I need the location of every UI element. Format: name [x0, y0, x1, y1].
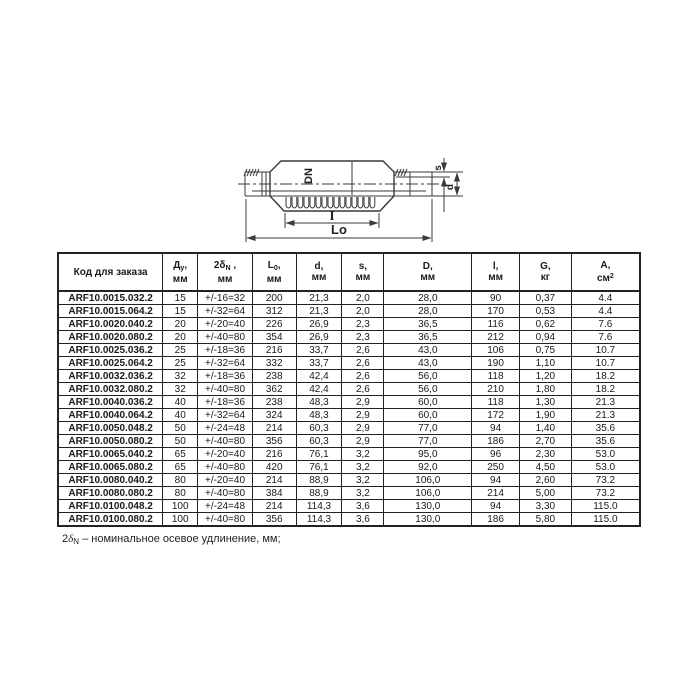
- value-cell: 170: [472, 305, 520, 318]
- column-header: $Д_у$, мм: [163, 253, 198, 291]
- value-cell: 32: [163, 383, 198, 396]
- value-cell: 94: [472, 500, 520, 513]
- value-cell: 21,3: [296, 291, 342, 305]
- value-cell: 42,4: [296, 370, 342, 383]
- value-cell: 250: [472, 461, 520, 474]
- order-code-cell: ARF10.0100.080.2: [58, 513, 163, 527]
- value-cell: 0,94: [519, 331, 571, 344]
- value-cell: 100: [163, 513, 198, 527]
- value-cell: 4.4: [571, 291, 640, 305]
- value-cell: 106: [472, 344, 520, 357]
- order-code-cell: ARF10.0015.064.2: [58, 305, 163, 318]
- value-cell: 2,3: [342, 331, 384, 344]
- column-header: D, мм: [384, 253, 472, 291]
- value-cell: 114,3: [296, 500, 342, 513]
- value-cell: 88,9: [296, 474, 342, 487]
- value-cell: +/-32=64: [198, 409, 253, 422]
- table-row: [58, 435, 640, 448]
- order-code-cell: ARF10.0020.040.2: [58, 318, 163, 331]
- value-cell: 2,0: [342, 291, 384, 305]
- footnote-symbol: 2: [62, 533, 69, 545]
- value-cell: 95,0: [384, 448, 472, 461]
- spec-table: [57, 252, 641, 527]
- value-cell: 56,0: [384, 370, 472, 383]
- column-header: d, мм: [296, 253, 342, 291]
- value-cell: 106,0: [384, 474, 472, 487]
- dimension-I-label: I: [329, 208, 335, 223]
- value-cell: 212: [472, 331, 520, 344]
- table-row: [58, 422, 640, 435]
- value-cell: 190: [472, 357, 520, 370]
- table-body: [58, 291, 640, 526]
- value-cell: 92,0: [384, 461, 472, 474]
- value-cell: 73.2: [571, 487, 640, 500]
- value-cell: 116: [472, 318, 520, 331]
- dn-label: DN: [303, 168, 315, 184]
- table-row: [58, 370, 640, 383]
- value-cell: 60,0: [384, 409, 472, 422]
- value-cell: 4,50: [519, 461, 571, 474]
- value-cell: 50: [163, 422, 198, 435]
- value-cell: 0,62: [519, 318, 571, 331]
- order-code-cell: ARF10.0015.032.2: [58, 291, 163, 305]
- value-cell: 77,0: [384, 435, 472, 448]
- value-cell: 25: [163, 344, 198, 357]
- value-cell: 5,00: [519, 487, 571, 500]
- value-cell: 96: [472, 448, 520, 461]
- order-code-cell: ARF10.0100.048.2: [58, 500, 163, 513]
- dimension-Lo-label: Lo: [331, 222, 347, 237]
- value-cell: 118: [472, 370, 520, 383]
- value-cell: 33,7: [296, 344, 342, 357]
- value-cell: +/-40=80: [198, 461, 253, 474]
- value-cell: 1,40: [519, 422, 571, 435]
- value-cell: 77,0: [384, 422, 472, 435]
- value-cell: 214: [252, 422, 296, 435]
- value-cell: 65: [163, 461, 198, 474]
- order-code-cell: ARF10.0080.040.2: [58, 474, 163, 487]
- value-cell: 50: [163, 435, 198, 448]
- value-cell: 312: [252, 305, 296, 318]
- value-cell: +/-32=64: [198, 305, 253, 318]
- value-cell: 1,10: [519, 357, 571, 370]
- table-row: [58, 318, 640, 331]
- order-code-cell: ARF10.0050.080.2: [58, 435, 163, 448]
- table-row: [58, 448, 640, 461]
- footnote: [62, 533, 281, 546]
- value-cell: +/-24=48: [198, 422, 253, 435]
- value-cell: 21.3: [571, 409, 640, 422]
- value-cell: +/-40=80: [198, 331, 253, 344]
- column-header: Код для заказа: [58, 253, 163, 291]
- order-code-cell: ARF10.0080.080.2: [58, 487, 163, 500]
- value-cell: 94: [472, 474, 520, 487]
- value-cell: +/-24=48: [198, 500, 253, 513]
- value-cell: 88,9: [296, 487, 342, 500]
- value-cell: 216: [252, 344, 296, 357]
- order-code-cell: ARF10.0040.036.2: [58, 396, 163, 409]
- value-cell: +/-18=36: [198, 396, 253, 409]
- order-code-cell: ARF10.0032.036.2: [58, 370, 163, 383]
- value-cell: 94: [472, 422, 520, 435]
- footnote-sub: N: [73, 537, 80, 546]
- dimension-d-label: d: [445, 183, 456, 191]
- order-code-cell: ARF10.0020.080.2: [58, 331, 163, 344]
- value-cell: 1,20: [519, 370, 571, 383]
- value-cell: +/-18=36: [198, 344, 253, 357]
- value-cell: 56,0: [384, 383, 472, 396]
- value-cell: 33,7: [296, 357, 342, 370]
- value-cell: 2,3: [342, 318, 384, 331]
- order-code-cell: ARF10.0025.036.2: [58, 344, 163, 357]
- column-header: $L_0$, мм: [252, 253, 296, 291]
- value-cell: 114,3: [296, 513, 342, 527]
- value-cell: 2,60: [519, 474, 571, 487]
- value-cell: 354: [252, 331, 296, 344]
- value-cell: 43,0: [384, 344, 472, 357]
- value-cell: 1,80: [519, 383, 571, 396]
- value-cell: 0,53: [519, 305, 571, 318]
- value-cell: +/-40=80: [198, 487, 253, 500]
- value-cell: 362: [252, 383, 296, 396]
- value-cell: 172: [472, 409, 520, 422]
- value-cell: 2,9: [342, 409, 384, 422]
- table-row: [58, 291, 640, 305]
- value-cell: +/-40=80: [198, 435, 253, 448]
- table-row: [58, 305, 640, 318]
- bellows-corrugation: [286, 197, 375, 208]
- value-cell: 48,3: [296, 396, 342, 409]
- value-cell: 3,2: [342, 461, 384, 474]
- value-cell: 2,9: [342, 422, 384, 435]
- value-cell: 80: [163, 474, 198, 487]
- value-cell: 130,0: [384, 500, 472, 513]
- value-cell: 53.0: [571, 461, 640, 474]
- value-cell: 4.4: [571, 305, 640, 318]
- value-cell: 2,9: [342, 396, 384, 409]
- value-cell: 26,9: [296, 318, 342, 331]
- order-code-cell: ARF10.0065.080.2: [58, 461, 163, 474]
- pipe-end-left: [244, 169, 270, 196]
- value-cell: 118: [472, 396, 520, 409]
- column-header: A, $см^2$: [571, 253, 640, 291]
- table-row: [58, 513, 640, 527]
- table-row: [58, 500, 640, 513]
- inner-tube-line: [252, 177, 432, 191]
- column-header: G, кг: [519, 253, 571, 291]
- column-header: s, мм: [342, 253, 384, 291]
- value-cell: 226: [252, 318, 296, 331]
- value-cell: +/-40=80: [198, 513, 253, 527]
- value-cell: 324: [252, 409, 296, 422]
- value-cell: 2,6: [342, 370, 384, 383]
- value-cell: 1,30: [519, 396, 571, 409]
- table-row: [58, 331, 640, 344]
- table-row: [58, 487, 640, 500]
- value-cell: 186: [472, 513, 520, 527]
- value-cell: +/-18=36: [198, 370, 253, 383]
- order-code-cell: ARF10.0065.040.2: [58, 448, 163, 461]
- value-cell: 3,6: [342, 513, 384, 527]
- value-cell: 384: [252, 487, 296, 500]
- value-cell: 2,70: [519, 435, 571, 448]
- value-cell: 0,75: [519, 344, 571, 357]
- order-code-cell: ARF10.0032.080.2: [58, 383, 163, 396]
- value-cell: 214: [252, 474, 296, 487]
- value-cell: 36,5: [384, 331, 472, 344]
- value-cell: 18.2: [571, 383, 640, 396]
- value-cell: 3,2: [342, 448, 384, 461]
- value-cell: +/-20=40: [198, 448, 253, 461]
- column-header: l, мм: [472, 253, 520, 291]
- value-cell: 40: [163, 396, 198, 409]
- value-cell: 36,5: [384, 318, 472, 331]
- value-cell: 60,3: [296, 435, 342, 448]
- value-cell: 3,2: [342, 487, 384, 500]
- footnote-text: – номинальное осевое удлинение, мм;: [79, 533, 281, 545]
- table-row: [58, 461, 640, 474]
- value-cell: 28,0: [384, 305, 472, 318]
- technical-drawing: [0, 0, 700, 260]
- value-cell: 53.0: [571, 448, 640, 461]
- value-cell: 216: [252, 448, 296, 461]
- value-cell: 2,9: [342, 435, 384, 448]
- value-cell: 3,30: [519, 500, 571, 513]
- value-cell: 76,1: [296, 448, 342, 461]
- value-cell: 214: [252, 500, 296, 513]
- value-cell: 238: [252, 396, 296, 409]
- value-cell: 10.7: [571, 357, 640, 370]
- value-cell: 20: [163, 331, 198, 344]
- value-cell: 2,30: [519, 448, 571, 461]
- value-cell: 2,6: [342, 357, 384, 370]
- value-cell: 0,37: [519, 291, 571, 305]
- column-header: $2\delta_N$ , мм: [198, 253, 253, 291]
- value-cell: 238: [252, 370, 296, 383]
- value-cell: 3,2: [342, 474, 384, 487]
- value-cell: 7.6: [571, 318, 640, 331]
- value-cell: 332: [252, 357, 296, 370]
- value-cell: 10.7: [571, 344, 640, 357]
- table-row: [58, 396, 640, 409]
- value-cell: 26,9: [296, 331, 342, 344]
- value-cell: 60,0: [384, 396, 472, 409]
- value-cell: 60,3: [296, 422, 342, 435]
- value-cell: 48,3: [296, 409, 342, 422]
- table-row: [58, 357, 640, 370]
- value-cell: 32: [163, 370, 198, 383]
- value-cell: 21,3: [296, 305, 342, 318]
- order-code-cell: ARF10.0050.048.2: [58, 422, 163, 435]
- value-cell: 28,0: [384, 291, 472, 305]
- value-cell: +/-32=64: [198, 357, 253, 370]
- value-cell: +/-20=40: [198, 318, 253, 331]
- value-cell: 356: [252, 435, 296, 448]
- table-row: [58, 409, 640, 422]
- order-code-cell: ARF10.0025.064.2: [58, 357, 163, 370]
- value-cell: 65: [163, 448, 198, 461]
- value-cell: 356: [252, 513, 296, 527]
- value-cell: 420: [252, 461, 296, 474]
- value-cell: 210: [472, 383, 520, 396]
- outer-shell: [270, 161, 394, 211]
- value-cell: 115.0: [571, 500, 640, 513]
- order-code-cell: ARF10.0040.064.2: [58, 409, 163, 422]
- value-cell: 43,0: [384, 357, 472, 370]
- value-cell: 2,6: [342, 344, 384, 357]
- value-cell: 73.2: [571, 474, 640, 487]
- value-cell: 21.3: [571, 396, 640, 409]
- footnote-delta: δ: [68, 533, 74, 545]
- value-cell: 15: [163, 305, 198, 318]
- value-cell: 20: [163, 318, 198, 331]
- value-cell: 25: [163, 357, 198, 370]
- value-cell: 40: [163, 409, 198, 422]
- value-cell: 3,6: [342, 500, 384, 513]
- value-cell: 35.6: [571, 435, 640, 448]
- value-cell: 186: [472, 435, 520, 448]
- value-cell: 2,0: [342, 305, 384, 318]
- value-cell: 42,4: [296, 383, 342, 396]
- value-cell: 1,90: [519, 409, 571, 422]
- value-cell: 15: [163, 291, 198, 305]
- value-cell: 5,80: [519, 513, 571, 527]
- value-cell: 214: [472, 487, 520, 500]
- value-cell: 2,6: [342, 383, 384, 396]
- value-cell: 100: [163, 500, 198, 513]
- table-row: [58, 474, 640, 487]
- value-cell: 90: [472, 291, 520, 305]
- value-cell: 76,1: [296, 461, 342, 474]
- table-row: [58, 383, 640, 396]
- value-cell: +/-20=40: [198, 474, 253, 487]
- value-cell: +/-40=80: [198, 383, 253, 396]
- value-cell: +/-16=32: [198, 291, 253, 305]
- value-cell: 106,0: [384, 487, 472, 500]
- table-row: [58, 344, 640, 357]
- value-cell: 18.2: [571, 370, 640, 383]
- value-cell: 130,0: [384, 513, 472, 527]
- value-cell: 35.6: [571, 422, 640, 435]
- table-header-row: [58, 253, 640, 291]
- value-cell: 200: [252, 291, 296, 305]
- dimension-s-label: s: [433, 165, 444, 171]
- value-cell: 7.6: [571, 331, 640, 344]
- pipe-end-right: [394, 169, 432, 196]
- value-cell: 80: [163, 487, 198, 500]
- value-cell: 115.0: [571, 513, 640, 527]
